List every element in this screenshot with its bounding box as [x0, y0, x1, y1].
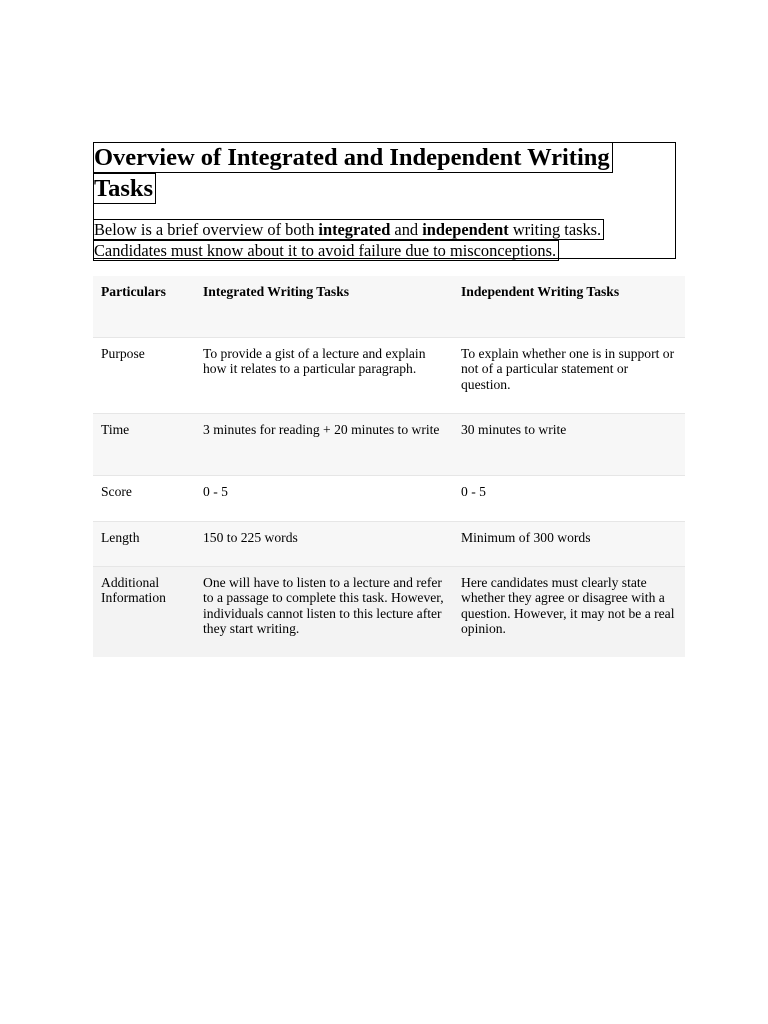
comparison-table — [93, 276, 685, 657]
intro-paragraph — [94, 219, 677, 261]
independent-cell: 30 minutes to write — [461, 421, 567, 437]
table-row — [93, 475, 685, 521]
intro-bold-integrated: integrated — [318, 220, 391, 239]
header-independent: Independent Writing Tasks — [461, 284, 620, 299]
integrated-cell: To provide a gist of a lecture and explain how it relates to a particular paragraph. — [203, 345, 426, 376]
header-integrated: Integrated Writing Tasks — [203, 284, 350, 299]
row-label: Additional Information — [101, 574, 166, 605]
integrated-cell: 150 to 225 words — [203, 529, 298, 545]
document-header — [93, 142, 676, 259]
row-label: Purpose — [101, 345, 145, 361]
independent-cell: 0 - 5 — [461, 483, 486, 499]
integrated-cell: One will have to listen to a lecture and refer to a passage to complete this task. However, individuals cannot listen to this lecture after they start writing. — [203, 574, 444, 636]
independent-cell: Minimum of 300 words — [461, 529, 591, 545]
intro-text-3: writing tasks. — [508, 220, 602, 239]
integrated-cell: 3 minutes for reading + 20 minutes to write — [203, 421, 440, 437]
table-row — [93, 337, 685, 413]
page-title — [94, 143, 677, 204]
table-header-row — [93, 276, 685, 337]
intro-line-1 — [93, 219, 604, 240]
independent-cell: To explain whether one is in support or not of a particular statement or question. — [461, 345, 675, 392]
integrated-cell: 0 - 5 — [203, 483, 228, 499]
title-line-1: Overview of Integrated and Independent Writing — [93, 142, 613, 173]
intro-bold-independent: independent — [422, 220, 509, 239]
row-label: Length — [101, 529, 140, 545]
table-row — [93, 413, 685, 475]
table-row — [93, 521, 685, 566]
independent-cell: Here candidates must clearly state whether they agree or disagree with a question. However, it may not be a real opinion. — [461, 574, 675, 636]
row-label: Time — [101, 421, 130, 437]
intro-text-1: Below is a brief overview of both — [94, 220, 319, 239]
header-particulars: Particulars — [101, 284, 166, 299]
title-line-2: Tasks — [93, 173, 156, 204]
table-row — [93, 566, 685, 657]
intro-text-2: and — [390, 220, 423, 239]
row-label: Score — [101, 483, 132, 499]
intro-line-2: Candidates must know about it to avoid failure due to misconceptions. — [93, 240, 559, 261]
